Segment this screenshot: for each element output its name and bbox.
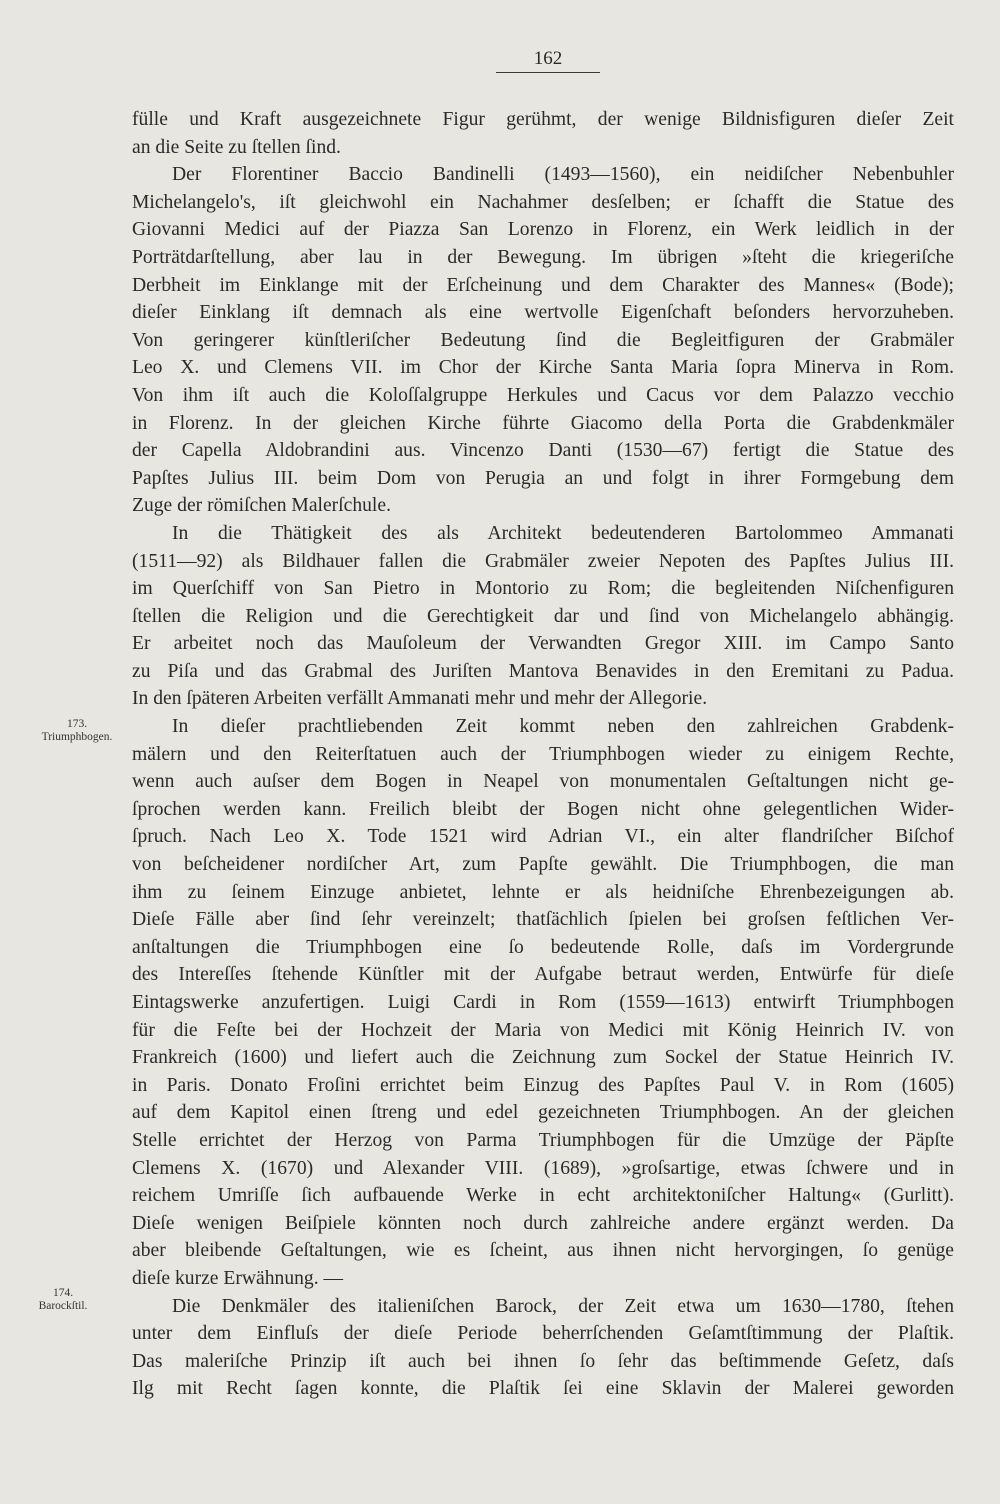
page-number: 162 [533, 48, 563, 69]
text-line: Er arbeitet noch das Mauſoleum der Verwandten Gregor XIII. im Campo Santo [132, 633, 954, 655]
text-line: dieſe kurze Erwähnung. — [132, 1267, 344, 1289]
text-line: auf dem Kapitol einen ſtreng und edel gezeichneten Triumphbogen. An der gleichen [132, 1102, 954, 1124]
text-line: dieſer Einklang iſt demnach als eine wertvolle Eigenſchaft beſonders hervorzuheben. [132, 302, 954, 324]
text-line: zu Piſa und das Grabmal des Juriſten Mantova Benavides in den Eremitani zu Padua. [132, 660, 954, 682]
margin-note-triumphbogen [22, 718, 132, 744]
text-line: Eintagswerke anzufertigen. Luigi Cardi in Rom (1559—1613) entwirft Triumphbogen [132, 992, 954, 1013]
text-line: ihm zu ſeinem Einzuge anbietet, lehnte er als heidniſche Ehrenbezeigungen ab. [132, 881, 954, 903]
text-line: Ilg mit Recht ſagen konnte, die Plaſtik ſei eine Sklavin der Malerei geworden [132, 1378, 954, 1400]
text-line: anſtaltungen die Triumphbogen eine ſo bedeutende Rolle, daſs im Vordergrunde [132, 936, 954, 958]
text-line: aber bleibende Geſtaltungen, wie es ſcheint, aus ihnen nicht hervorgingen, ſo genüge [132, 1240, 954, 1262]
text-line: in Florenz. In der gleichen Kirche führte Giacomo della Porta die Grabdenkmäler [132, 412, 954, 434]
text-line: an die Seite zu ſtellen ſind. [132, 136, 341, 158]
text-line: unter dem Einfluſs der dieſe Periode beherrſchenden Geſamtſtimmung der Plaſtik. [132, 1323, 954, 1345]
text-line: Porträtdarſtellung, aber lau in der Bewegung. Im übrigen »ſteht die kriegeriſche [132, 246, 954, 268]
text-line: In dieſer prachtliebenden Zeit kommt neben den zahlreichen Grabdenk- [172, 716, 954, 738]
text-line: Giovanni Medici auf der Piazza San Lorenzo in Florenz, ein Werk leidlich in der [132, 219, 954, 241]
text-line: ſprochen werden kann. Freilich bleibt der Bogen nicht ohne gelegentlichen Wider- [132, 798, 954, 820]
text-line: Clemens X. (1670) und Alexander VIII. (1689), »groſsartige, etwas ſchwere und in [132, 1157, 954, 1179]
text-line: (1511—92) als Bildhauer fallen die Grabmäler zweier Nepoten des Papſtes Julius III. [132, 550, 954, 572]
text-line: Michelangelo's, iſt gleichwohl ein Nachahmer desſelben; er ſchafft die Statue des [132, 191, 954, 213]
text-line: Frankreich (1600) und liefert auch die Zeichnung zum Sockel der Statue Heinrich IV. [132, 1047, 954, 1069]
text-line: mälern und den Reiterſtatuen auch der Triumphbogen wieder zu einigem Rechte, [132, 743, 954, 765]
text-line: wenn auch auſser dem Bogen in Neapel von monumentalen Geſtaltungen nicht ge- [132, 771, 954, 793]
text-line: fülle und Kraft ausgezeichnete Figur gerühmt, der wenige Bildnisfiguren dieſer Zeit [132, 109, 954, 130]
text-line: Von geringerer künſtleriſcher Bedeutung ſind die Begleitfiguren der Grabmäler [132, 329, 954, 351]
text-line: Das maleriſche Prinzip iſt auch bei ihnen ſo ſehr das beſtimmende Geſetz, daſs [132, 1350, 954, 1372]
text-line: Stelle errichtet der Herzog von Parma Triumphbogen für die Umzüge der Päpſte [132, 1129, 954, 1151]
text-line: Derbheit im Einklange mit der Erſcheinung und dem Charakter des Mannes« (Bode); [132, 274, 954, 296]
text-line: für die Feſte bei der Hochzeit der Maria von Medici mit König Heinrich IV. von [132, 1019, 954, 1041]
text-line: Dieſe wenigen Beiſpiele könnten noch durch zahlreiche andere ergänzt werden. Da [132, 1212, 954, 1234]
text-line: In den ſpäteren Arbeiten verfällt Ammanati mehr und mehr der Allegorie. [132, 688, 708, 710]
text-line: im Querſchiff von San Pietro in Montorio zu Rom; die begleitenden Niſchenfiguren [132, 578, 954, 600]
margin-note-barockstil [8, 1287, 118, 1313]
text-line: Die Denkmäler des italieniſchen Barock, der Zeit etwa um 1630—1780, ſtehen [172, 1295, 954, 1317]
text-line: in Paris. Donato Froſini errichtet beim Einzug des Papſtes Paul V. in Rom (1605) [132, 1074, 954, 1096]
text-line: Dieſe Fälle aber ſind ſehr vereinzelt; thatſächlich ſpielen bei groſsen feſtlichen Ver- [132, 909, 954, 931]
text-line: Der Florentiner Baccio Bandinelli (1493—1560), ein neidiſcher Nebenbuhler [172, 164, 954, 186]
text-line: Von ihm iſt auch die Koloſſalgruppe Herkules und Cacus vor dem Palazzo vecchio [132, 384, 954, 406]
margin-note-label: Triumphbogen. [41, 731, 113, 743]
text-line: Leo X. und Clemens VII. im Chor der Kirche Santa Maria ſopra Minerva in Rom. [132, 357, 954, 379]
text-line: des Intereſſes ſtehende Künſtler mit der Aufgabe betraut werden, Entwürfe für dieſe [132, 964, 954, 986]
text-line: Papſtes Julius III. beim Dom von Perugia an und folgt in ihrer Formgebung dem [132, 467, 954, 489]
text-line: der Capella Aldobrandini aus. Vincenzo Danti (1530—67) fertigt die Statue des [132, 440, 954, 462]
text-line: ſpruch. Nach Leo X. Tode 1521 wird Adrian VI., ein alter flandriſcher Biſchof [132, 826, 954, 848]
margin-note-number: 173. [66, 718, 88, 730]
text-line: In die Thätigkeit des als Architekt bedeutenderen Bartolommeo Ammanati [172, 522, 954, 544]
body-text [132, 106, 954, 1403]
page-number-rule [496, 72, 600, 73]
text-line: Zuge der römiſchen Malerſchule. [132, 495, 391, 517]
text-line: reichem Umriſſe ſich aufbauende Werke in echt architektoniſcher Haltung« (Gurlitt). [132, 1185, 954, 1207]
text-line: von beſcheidener nordiſcher Art, zum Papſte gewählt. Die Triumphbogen, die man [132, 854, 954, 876]
margin-note-number: 174. [52, 1287, 74, 1299]
text-line: ſtellen die Religion und die Gerechtigkeit dar und ſind von Michelangelo abhängig. [132, 605, 954, 627]
margin-note-label: Barockſtil. [38, 1300, 88, 1312]
